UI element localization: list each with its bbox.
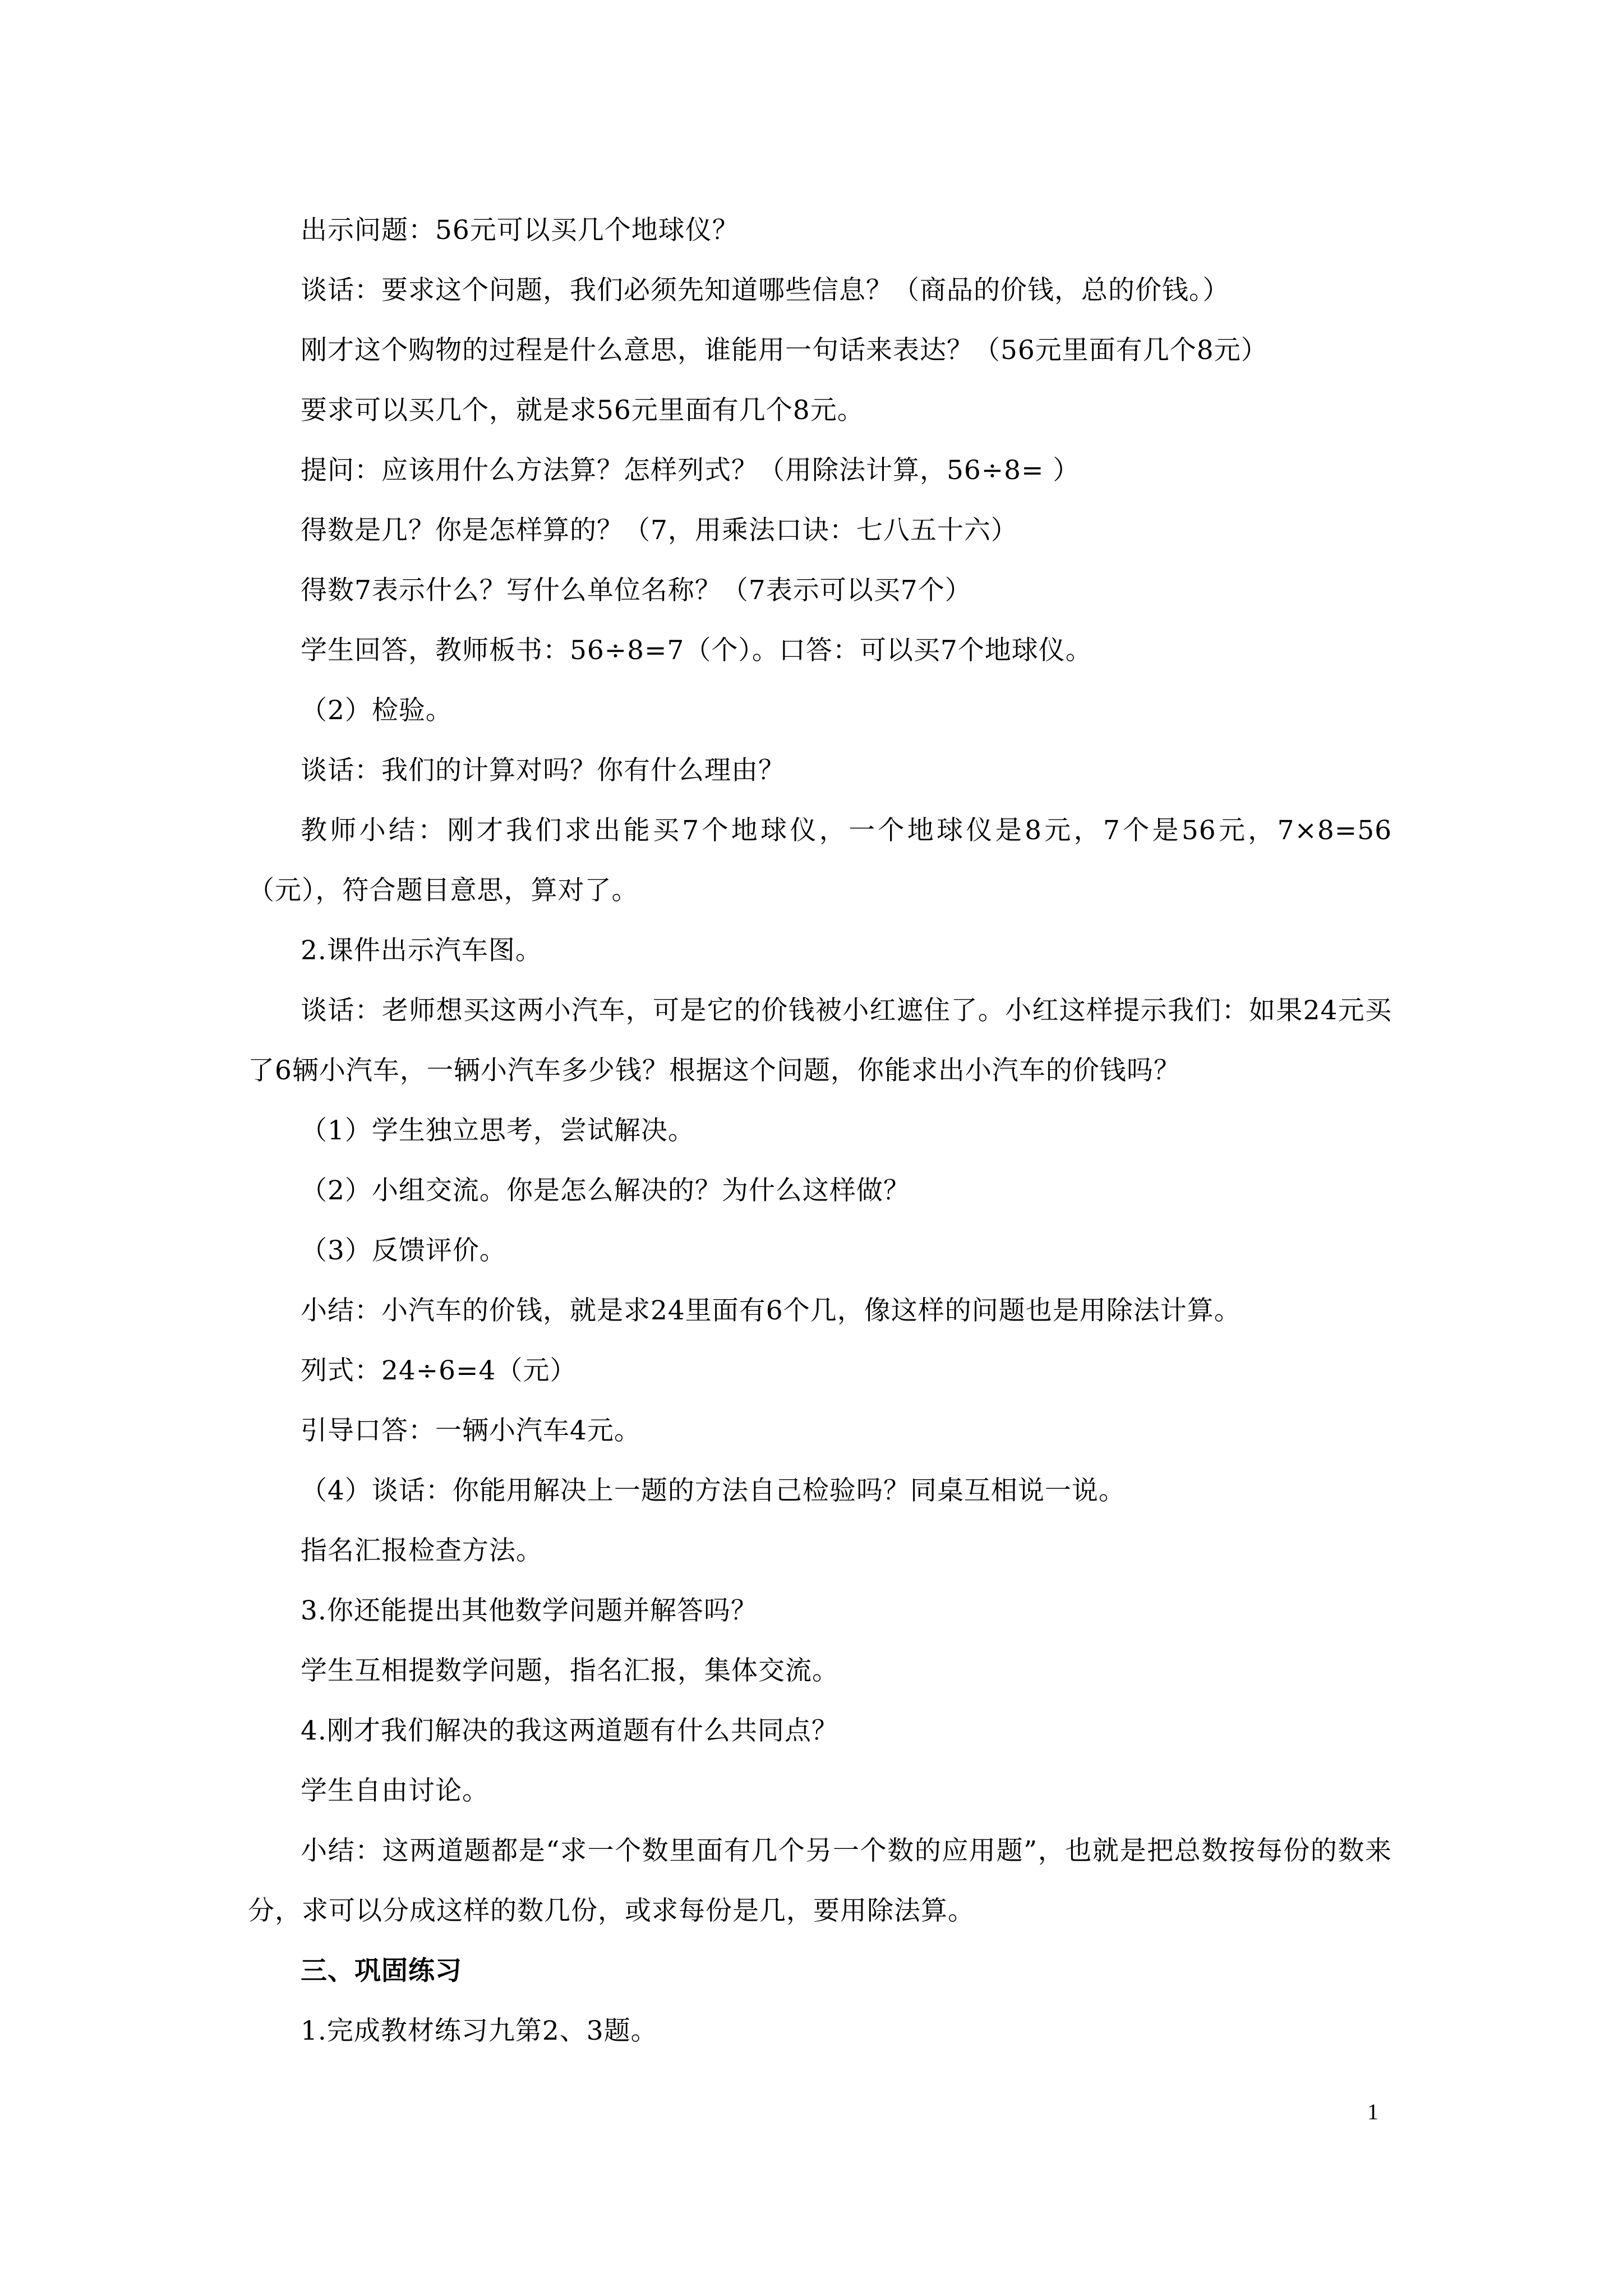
paragraph: （1）学生独立思考，尝试解决。	[301, 1115, 695, 1146]
paragraph: 小结：这两道题都是“求一个数里面有几个另一个数的应用题”，也就是把总数按每份的数来分，求可以分成这样的数几份，或求每份是几，要用除法算。	[248, 1835, 1392, 1926]
paragraph: 学生回答，教师板书：56÷8=7（个）。口答：可以买7个地球仪。	[301, 635, 1092, 666]
paragraph: 指名汇报检查方法。	[301, 1535, 543, 1566]
paragraph: 谈话：要求这个问题，我们必须先知道哪些信息？（商品的价钱，总的价钱。）	[301, 275, 1230, 306]
paragraph: 教师小结：刚才我们求出能买7个地球仪，一个地球仪是8元，7个是56元，7×8=56（元），符合题目意思，算对了。	[248, 815, 1392, 906]
paragraph: 3.你还能提出其他数学问题并解答吗？	[301, 1595, 758, 1626]
page-number: 1	[1367, 2099, 1378, 2124]
paragraph: 列式：24÷6=4（元）	[301, 1355, 577, 1386]
paragraph: 1.完成教材练习九第2、3题。	[301, 2016, 658, 2046]
paragraph: 得数7表示什么？写什么单位名称？（7表示可以买7个）	[301, 575, 972, 606]
paragraph: 得数是几？你是怎样算的？（7，用乘法口诀：七八五十六）	[301, 515, 1018, 546]
paragraph: 4.刚才我们解决的我这两道题有什么共同点？	[301, 1715, 838, 1746]
paragraph: （3）反馈评价。	[301, 1235, 506, 1266]
paragraph: 提问：应该用什么方法算？怎样列式？（用除法计算，56÷8= ）	[301, 455, 1080, 486]
paragraph: 小结：小汽车的价钱，就是求24里面有6个几，像这样的问题也是用除法计算。	[301, 1295, 1241, 1326]
paragraph: 出示问题：56元可以买几个地球仪？	[301, 215, 739, 246]
paragraph: （4）谈话：你能用解决上一题的方法自己检验吗？同桌互相说一说。	[301, 1475, 1126, 1506]
paragraph: 引导口答：一辆小汽车4元。	[301, 1415, 641, 1446]
paragraph: （2）检验。	[301, 695, 453, 726]
paragraph: 学生互相提数学问题，指名汇报，集体交流。	[301, 1655, 839, 1686]
paragraph: （2）小组交流。你是怎么解决的？为什么这样做？	[301, 1175, 910, 1206]
paragraph: 谈话：老师想买这两小汽车，可是它的价钱被小红遮住了。小红这样提示我们：如果24元买了6辆小汽车，一辆小汽车多少钱？根据这个问题，你能求出小汽车的价钱吗？	[248, 995, 1392, 1086]
paragraph: 2.课件出示汽车图。	[301, 935, 542, 966]
section-heading: 三、巩固练习	[301, 1955, 462, 1986]
paragraph: 要求可以买几个，就是求56元里面有几个8元。	[301, 395, 864, 426]
paragraph: 谈话：我们的计算对吗？你有什么理由？	[301, 755, 785, 786]
paragraph: 刚才这个购物的过程是什么意思，谁能用一句话来表达？（56元里面有几个8元）	[301, 335, 1268, 366]
document-body	[248, 200, 1392, 2061]
paragraph: 学生自由讨论。	[301, 1775, 489, 1806]
